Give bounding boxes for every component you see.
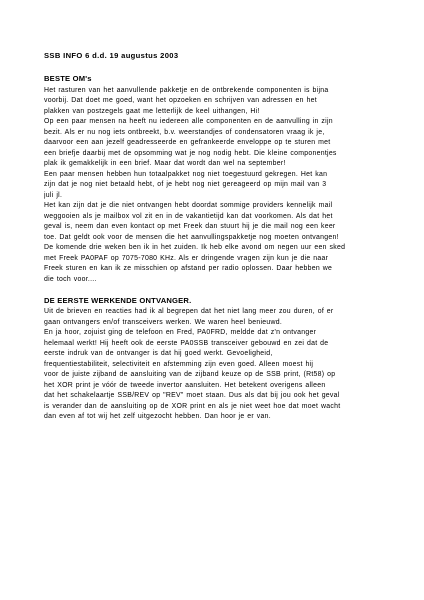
paragraph-line: En ja hoor, zojuist ging de telefoon en Fred, PA0FRD, meldde dat z'n ontvanger — [44, 329, 317, 336]
paragraph-line: De komende drie weken ben ik in het zuiden. Ik heb elke avond om negen uur een sked — [44, 244, 346, 251]
paragraph-line: gaan ontvangers en/of transceivers werken. We waren heel benieuwd. — [44, 318, 283, 326]
section-heading: DE EERSTE WERKENDE ONTVANGER. — [44, 295, 192, 305]
paragraph-line: dan even af tot wij het zelf uitgezocht hebben. Dan hoor je er van. — [44, 413, 271, 420]
paragraph-line: toe. Dat geldt ook voor de mensen die het aanvullingspakketje nog moeten ontvangen! — [44, 233, 339, 241]
paragraph-line: Het rasturen van het aanvullende pakketje en de ontbrekende componenten is bijna — [44, 86, 329, 94]
paragraph-line: plakken van postzegels gaat me letterlijk de keel uithangen, Hi! — [44, 107, 260, 115]
section-heading: BESTE OM's — [44, 74, 92, 83]
paragraph-line: plak ik gemakkelijk in een brief. Maar dat wordt dan wel na september! — [44, 160, 286, 167]
paragraph-line: is verander dan de aansluiting op de XOR print en als je niet weet hoe dat moet wacht — [44, 402, 341, 410]
paragraph-line: Op een paar mensen na heeft nu iedereen alle componenten en de aanvulling in zijn — [44, 118, 333, 125]
section-eerste-werkende-ontvanger — [44, 296, 382, 423]
paragraph-line: het XOR print je vóór de tweede invertor aansluiten. Het betekent overigens alleen — [44, 381, 326, 389]
paragraph-line: Het kan zijn dat je die niet ontvangen hebt doordat sommige providers kennelijk mail — [44, 202, 333, 209]
paragraph-line: die toch voor.... — [44, 275, 97, 283]
paragraph-line: daarvoor een aan jezelf geadresseerde en gefrankeerde enveloppe op te sturen met — [44, 139, 331, 146]
paragraph-line: Uit de brieven en reacties had ik al begrepen dat het niet lang meer zou duren, of er — [44, 308, 334, 315]
paragraph-line: dat het schakelaartje SSB/REV op "REV" moet staan. Dus als dat bij jou ook het geval — [44, 392, 340, 399]
section-beste-oms — [44, 74, 382, 285]
paragraph-line: met Freek PA0PAF op 7075-7080 KHz. Als er dringende vragen zijn kun je die naar — [44, 254, 329, 262]
paragraph-line: zijn dat je nog niet betaald hebt, of je hebt nog niet gereageerd op mijn mail van 3 — [44, 181, 327, 188]
paragraph-line: Een paar mensen hebben hun totaalpakket nog niet toegestuurd gekregen. Het kan — [44, 170, 328, 178]
paragraph-line: juli jl. — [44, 191, 63, 199]
section-spacer — [44, 285, 382, 296]
paragraph-line: voor de juiste zijband de aansluiting van de zijband keuze op de SSB print, (Rt58) op — [44, 371, 336, 378]
paragraph-line: een briefje daarbij met de opsomming wat je nog nodig hebt. Die kleine componentjes — [44, 149, 337, 157]
document-title: SSB INFO 6 d.d. 19 augustus 2003 — [44, 51, 179, 60]
paragraph-line: eerste indruk van de ontvanger is dat hij goed werkt. Gevoeligheid, — [44, 350, 273, 357]
paragraph-line: geval is, neem dan even kontact op met Freek dan stuurt hij je die mail nog een keer — [44, 223, 336, 230]
paragraph-line: frequentiestabiliteit, selectiviteit en afstemming zijn even goed. Alleen moest hij — [44, 360, 314, 368]
paragraph-line: bezit. Als er nu nog iets ontbreekt, b.v. weerstandjes of condensatoren vraag ik je, — [44, 128, 325, 136]
paragraph-line: helemaal werkt! Hij heeft ook de eerste PA0SSB transceiver gebouwd en zei dat de — [44, 339, 329, 347]
paragraph-line: voorbij. Dat doet me goed, want het opzoeken en schrijven van adressen en het — [44, 97, 317, 104]
document-page — [44, 51, 382, 423]
paragraph-line: weggooien als je mailbox vol zit en in de vakantietijd kan dat voorkomen. Als dat het — [44, 212, 333, 220]
paragraph-line: Freek sturen en kan ik ze misschien op afstand per radio oplossen. Daar hebben we — [44, 265, 333, 272]
